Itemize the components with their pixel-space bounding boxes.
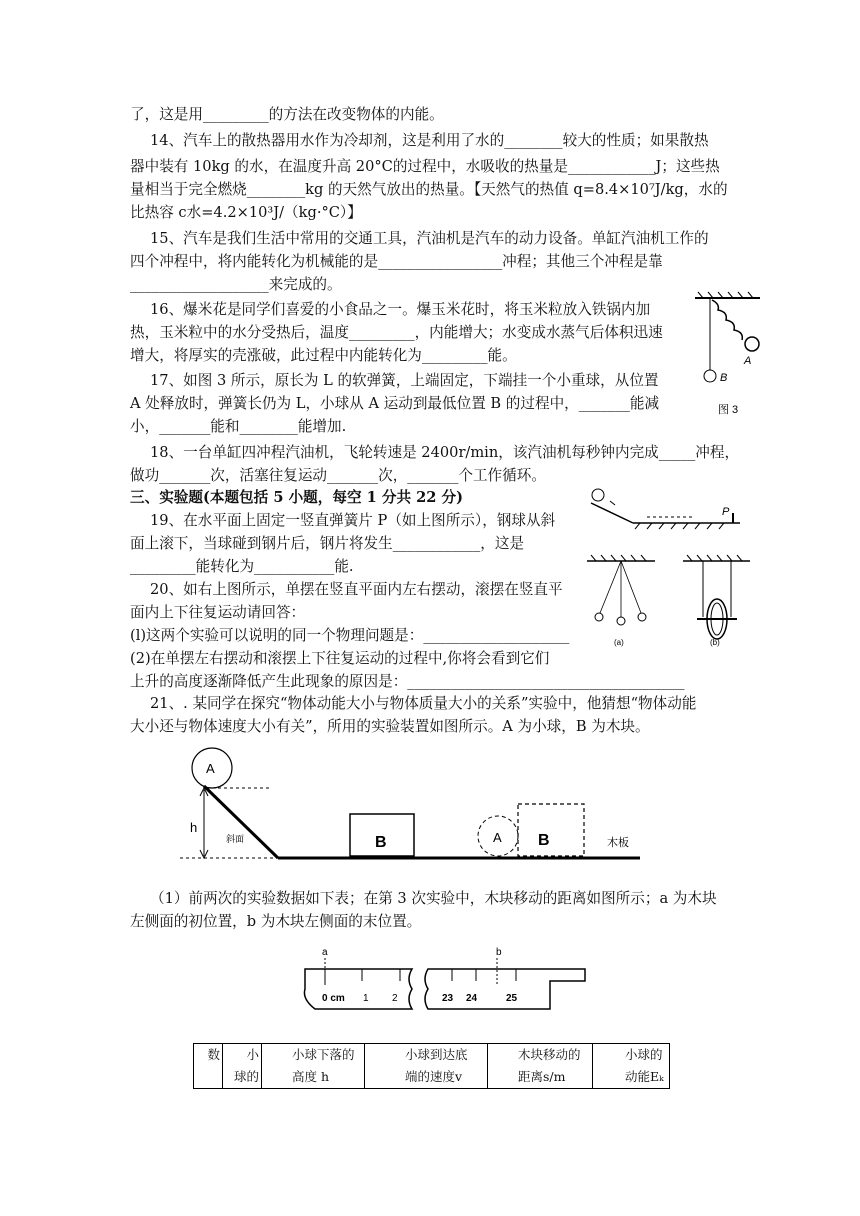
text-line: A 处释放时，弹簧长仍为 L，小球从 A 运动到最低位置 B 的过程中，_______能减: [130, 395, 660, 412]
text-line: 比热容 c水=4.2×10³J/（kg·°C）】: [130, 204, 362, 221]
question-15: 15、汽车是我们生活中常用的交通工具，汽油机是汽车的动力设备。单缸汽油机工作的: [150, 230, 709, 247]
ruler-tick-25: 25: [506, 993, 518, 1004]
question-14: 14、汽车上的散热器用水作为冷却剂，这是利用了水的________较大的性质；如果散热: [150, 132, 709, 149]
incline-h-label: h: [190, 820, 198, 835]
question-18: 18、一台单缸四冲程汽油机，飞轮转速是 2400r/min，该汽油机每秒钟内完成_____冲程，: [150, 444, 740, 461]
data-table: [193, 1043, 670, 1089]
incline-ball-label: A: [206, 761, 215, 776]
text-line: 了，这是用_________的方法在改变物体的内能。: [130, 106, 444, 123]
table-header-cell: 小球到达底 端的速度v: [365, 1044, 488, 1089]
table-header-cell: 木块移动的 距离s/m: [488, 1044, 593, 1089]
table-header-cell: 小 球的: [223, 1044, 262, 1089]
text-line: 小，_______能和________能增加.: [130, 418, 347, 435]
text-line: 左侧面的初位置，b 为木块左侧面的末位置。: [130, 913, 422, 930]
question-16: 16、爆米花是同学们喜爱的小食品之一。爆玉米花时，将玉米粒放入铁锅内加: [150, 301, 651, 318]
ruler-tick-23: 23: [442, 993, 454, 1004]
text-line: 上升的高度逐渐降低产生此现象的原因是：______________________________________: [130, 673, 685, 690]
incline-ball2-label: A: [493, 830, 502, 845]
section-heading: 三、实验题(本题包括 5 小题，每空 1 分共 22 分): [130, 489, 464, 506]
incline-slope-label: 斜面: [226, 834, 245, 844]
ruler-label-a: a: [322, 947, 328, 958]
question-21: 21、. 某同学在探究“物体动能大小与物体质量大小的关系”实验中，他猜想“物体动能: [150, 695, 697, 712]
spring-label-p: P: [722, 506, 730, 518]
fig3-label-b: B: [720, 372, 728, 384]
ruler-tick-1: 1: [363, 993, 369, 1004]
pendulum-label-a: (a): [614, 638, 624, 647]
incline-board-label: 木板: [607, 837, 629, 849]
figure-incline: [170, 742, 650, 862]
question-20: 20、如右上图所示，单摆在竖直平面内左右摆动，滚摆在竖直平: [150, 581, 563, 598]
text-line: (l)这两个实验可以说明的同一个物理问题是：____________________: [130, 627, 570, 644]
text-line: 增大，将厚实的壳涨破，此过程中内能转化为_________能。: [130, 347, 517, 364]
table-header-cell: 数: [194, 1044, 223, 1089]
text-line: 量相当于完全燃烧________kg 的天然气放出的热量。【天然气的热值 q=8.4×10⁷J/kg，水的: [130, 181, 728, 198]
text-line: 四个冲程中，将内能转化为机械能的是_________________冲程；其他三个冲程是靠: [130, 253, 663, 270]
text-line: 大小还与物体速度大小有关”，所用的实验装置如图所示。A 为小球，B 为木块。: [130, 718, 650, 735]
ruler-tick-0: 0 cm: [322, 993, 345, 1004]
ruler-tick-24: 24: [466, 993, 478, 1004]
text-line: _________能转化为___________能.: [130, 558, 354, 575]
text-line: (2)在单摆左右摆动和滚摆上下往复运动的过程中,你将会看到它们: [130, 650, 550, 667]
fig3-caption: 图 3: [718, 404, 739, 416]
figure-pendulum: [585, 553, 755, 653]
text-line: 面内上下往复运动请回答：: [130, 604, 306, 621]
text-line: 面上滚下，当球碰到钢片后，钢片将发生____________，这是: [130, 535, 525, 552]
text-line: 器中装有 10kg 的水，在温度升高 20°C的过程中，水吸收的热量是____________J；这些热: [130, 158, 720, 175]
text-line: ___________________来完成的。: [130, 276, 342, 293]
text-line: 热，玉米粒中的水分受热后，温度_________，内能增大；水变成水蒸气后体积迅速: [130, 324, 663, 341]
table-header-cell: 小球下落的 高度 h: [262, 1044, 365, 1089]
fig3-label-a: A: [744, 355, 752, 367]
figure-3-spring: [690, 290, 770, 420]
incline-block-label: B: [375, 834, 387, 851]
table-header-cell: 小球的 动能Eₖ: [593, 1044, 670, 1089]
question-19: 19、在水平面上固定一竖直弹簧片 P（如上图所示），钢球从斜: [150, 512, 556, 529]
text-line: 做功_______次，活塞往复运动_______次，_______个工作循环。: [130, 467, 546, 484]
question-17: 17、如图 3 所示，原长为 L 的软弹簧，上端固定，下端挂一个小重球，从位置: [150, 372, 659, 389]
ruler-tick-2: 2: [392, 993, 398, 1004]
sub-question-1: （1）前两次的实验数据如下表；在第 3 次实验中，木块移动的距离如图所示；a 为木块: [150, 890, 717, 907]
table-row: [194, 1044, 670, 1089]
incline-block2-label: B: [538, 832, 550, 849]
pendulum-label-b: (b): [710, 638, 720, 647]
figure-spring-plate: [585, 485, 745, 535]
figure-ruler: [300, 943, 600, 1018]
ruler-label-b: b: [496, 947, 502, 958]
